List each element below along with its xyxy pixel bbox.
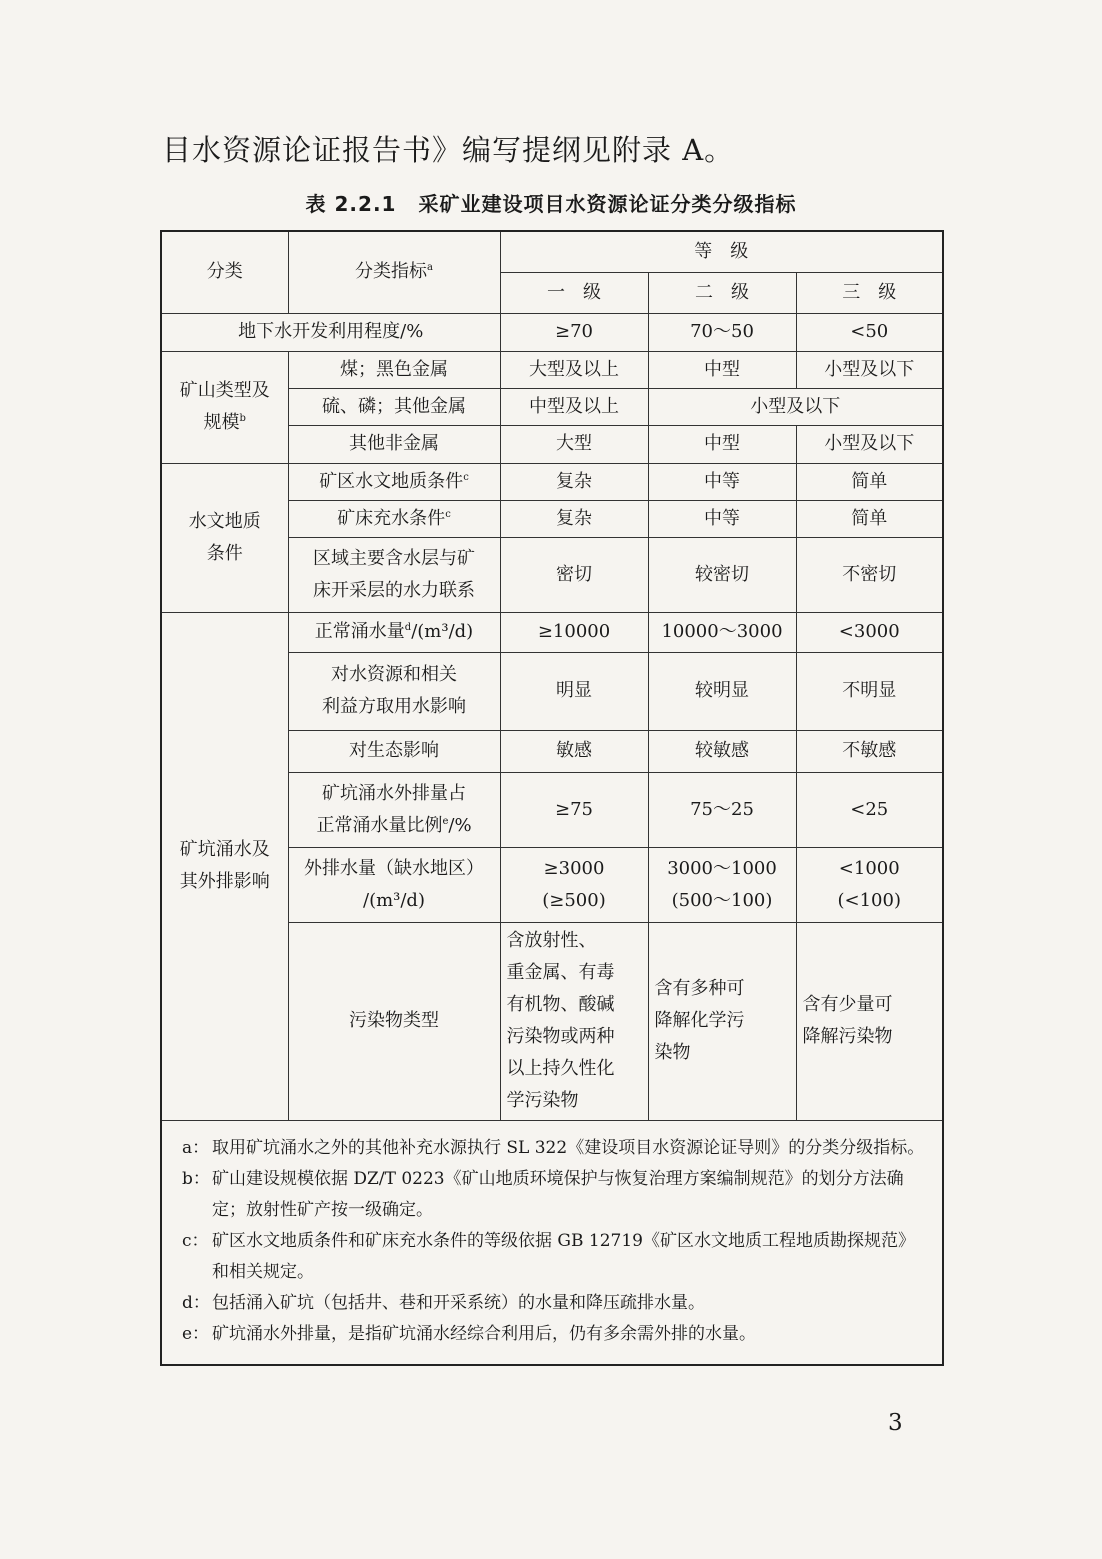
header-level1: 一 级 xyxy=(500,272,648,313)
intro-text: 目水资源论证报告书》编写提纲见附录 A。 xyxy=(162,133,735,167)
water-resource-l1: 明显 xyxy=(500,652,648,730)
nonmetal-l1: 大型 xyxy=(500,425,648,463)
coal-l2: 中型 xyxy=(648,351,796,388)
header-indicator: 分类指标$^a$ xyxy=(288,231,500,313)
deposit-l1: 复杂 xyxy=(500,500,648,537)
pollutant-l2: 含有多种可 降解化学污 染物 xyxy=(648,922,796,1120)
page-number: 3 xyxy=(888,1410,903,1436)
aquifer-l1: 密切 xyxy=(500,537,648,612)
external-label: 外排水量（缺水地区） /(m³/d) xyxy=(288,847,500,922)
deposit-l2: 中等 xyxy=(648,500,796,537)
water-resource-l2: 较明显 xyxy=(648,652,796,730)
classification-table xyxy=(160,230,944,1366)
sulfur-l23: 小型及以下 xyxy=(648,388,943,425)
header-level3: 三 级 xyxy=(796,272,943,313)
note-e: e： 矿坑涌水外排量，是指矿坑涌水经综合利用后，仍有多余需外排的水量。 xyxy=(182,1323,756,1344)
mining-area-l1: 复杂 xyxy=(500,463,648,500)
note-a: a： 取用矿坑涌水之外的其他补充水源执行 SL 322《建设项目水资源论证导则》的分类分级指标。 xyxy=(182,1137,925,1158)
groundwater-label: 地下水开发利用程度/% xyxy=(161,313,500,351)
coal-l3: 小型及以下 xyxy=(796,351,943,388)
table-title: 采矿业建设项目水资源论证分类分级指标 xyxy=(418,192,797,216)
deposit-label: 矿床充水条件$^c$ xyxy=(288,500,500,537)
table-caption xyxy=(0,188,1102,217)
normal-label: 正常涌水量$^d$/(m³/d) xyxy=(288,612,500,652)
ratio-l1: ≥75 xyxy=(500,772,648,847)
ecology-l2: 较敏感 xyxy=(648,730,796,772)
mining-area-label: 矿区水文地质条件$^c$ xyxy=(288,463,500,500)
hydro-category: 水文地质条件 xyxy=(161,463,288,612)
table-number: 表 2.2.1 xyxy=(305,192,397,216)
header-level2: 二 级 xyxy=(648,272,796,313)
deposit-l3: 简单 xyxy=(796,500,943,537)
pollutant-l3: 含有少量可 降解污染物 xyxy=(796,922,943,1120)
external-l1: ≥3000 (≥500) xyxy=(500,847,648,922)
coal-l1: 大型及以上 xyxy=(500,351,648,388)
external-l2: 3000～1000 (500～100) xyxy=(648,847,796,922)
aquifer-label: 区域主要含水层与矿 床开采层的水力联系 xyxy=(288,537,500,612)
ratio-label: 矿坑涌水外排量占 正常涌水量比例$^e$/% xyxy=(288,772,500,847)
table-row xyxy=(161,463,943,500)
pollutant-l1: 含放射性、 重金属、有毒 有机物、酸碱 污染物或两种 以上持久性化 学污染物 xyxy=(500,922,648,1120)
mine-type-category: 矿山类型及规模$^b$ xyxy=(161,351,288,463)
nonmetal-label: 其他非金属 xyxy=(288,425,500,463)
header-row xyxy=(161,231,943,272)
groundwater-l3: <50 xyxy=(796,313,943,351)
normal-l2: 10000～3000 xyxy=(648,612,796,652)
note-c: c： 矿区水文地质条件和矿床充水条件的等级依据 GB 12719《矿区水文地质工程地质勘探规范》和相关规定。 xyxy=(182,1230,915,1282)
notes-row xyxy=(161,1120,943,1365)
pollutant-label: 污染物类型 xyxy=(288,922,500,1120)
ecology-l1: 敏感 xyxy=(500,730,648,772)
mining-area-l2: 中等 xyxy=(648,463,796,500)
aquifer-l3: 不密切 xyxy=(796,537,943,612)
sulfur-l1: 中型及以上 xyxy=(500,388,648,425)
header-category: 分类 xyxy=(161,231,288,313)
table-row xyxy=(161,612,943,652)
aquifer-l2: 较密切 xyxy=(648,537,796,612)
groundwater-l1: ≥70 xyxy=(500,313,648,351)
nonmetal-l2: 中型 xyxy=(648,425,796,463)
normal-l1: ≥10000 xyxy=(500,612,648,652)
normal-l3: <3000 xyxy=(796,612,943,652)
water-resource-label: 对水资源和相关 利益方取用水影响 xyxy=(288,652,500,730)
table-row xyxy=(161,313,943,351)
groundwater-l2: 70～50 xyxy=(648,313,796,351)
ecology-l3: 不敏感 xyxy=(796,730,943,772)
nonmetal-l3: 小型及以下 xyxy=(796,425,943,463)
table-row xyxy=(161,351,943,388)
ratio-l2: 75～25 xyxy=(648,772,796,847)
drainage-category: 矿坑涌水及其外排影响 xyxy=(161,612,288,1120)
water-resource-l3: 不明显 xyxy=(796,652,943,730)
external-l3: <1000 (<100) xyxy=(796,847,943,922)
ecology-label: 对生态影响 xyxy=(288,730,500,772)
sulfur-label: 硫、磷；其他金属 xyxy=(288,388,500,425)
note-d: d： 包括涌入矿坑（包括井、巷和开采系统）的水量和降压疏排水量。 xyxy=(182,1292,705,1313)
header-grade: 等 级 xyxy=(500,231,943,272)
note-b: b： 矿山建设规模依据 DZ/T 0223《矿山地质环境保护与恢复治理方案编制规范》的划分方法确定；放射性矿产按一级确定。 xyxy=(182,1168,904,1220)
table-notes xyxy=(161,1120,943,1365)
coal-label: 煤；黑色金属 xyxy=(288,351,500,388)
ratio-l3: <25 xyxy=(796,772,943,847)
mining-area-l3: 简单 xyxy=(796,463,943,500)
